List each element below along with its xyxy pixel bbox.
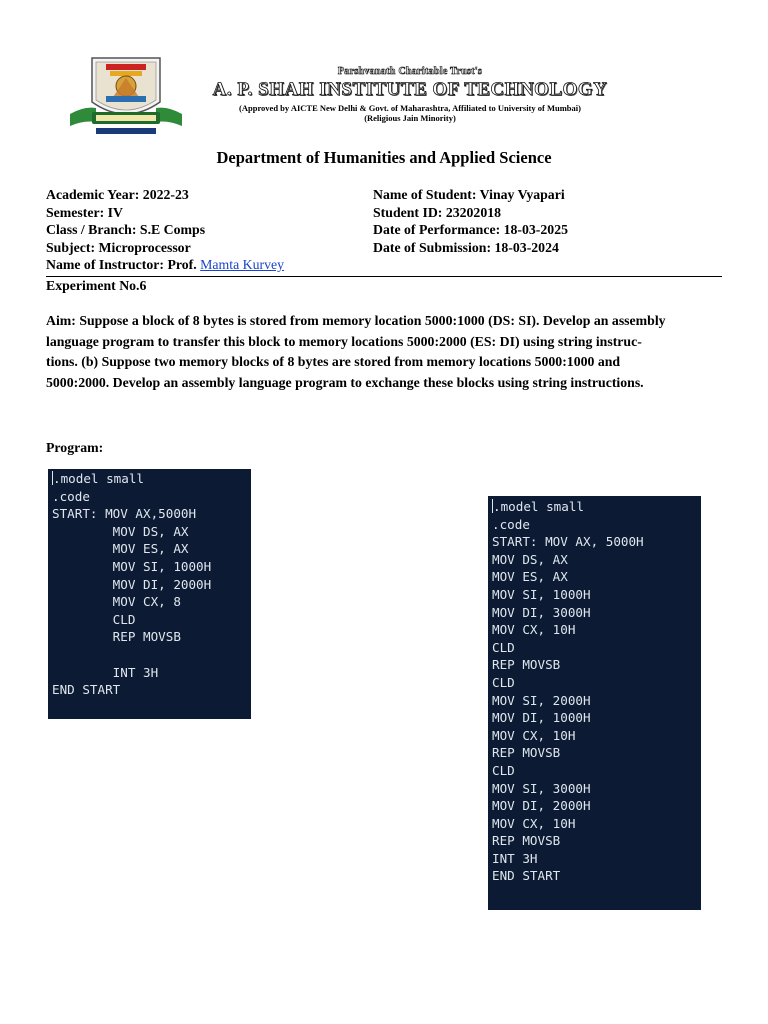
- code-line: MOV DI, 3000H: [492, 604, 591, 620]
- code-line: MOV SI, 1000H: [52, 558, 212, 574]
- code-line: MOV DS, AX: [52, 523, 189, 539]
- code-line: END START: [52, 682, 121, 698]
- code-line: .model small: [493, 499, 584, 514]
- code-line: INT 3H: [52, 664, 159, 680]
- code-line: REP MOVSB: [52, 629, 181, 645]
- code-line: REP MOVSB: [492, 657, 561, 673]
- institute-emblem-icon: [66, 50, 186, 142]
- program-label: Program:: [46, 440, 104, 455]
- text-cursor: [492, 499, 493, 513]
- aim-line: 5000:2000. Develop an assembly language program to exchange these blocks using string instructions.: [46, 374, 644, 390]
- academic-year: Academic Year: 2022-23: [46, 187, 189, 202]
- code-line: CLD: [492, 762, 515, 778]
- code-line: MOV CX, 10H: [492, 727, 576, 743]
- code-line: MOV CX, 10H: [492, 622, 576, 638]
- code-line: CLD: [492, 639, 515, 655]
- code-line: .code: [492, 516, 530, 532]
- code-line: START: MOV AX,5000H: [52, 506, 197, 522]
- code-line: MOV DS, AX: [492, 551, 568, 567]
- code-line: CLD: [492, 674, 515, 690]
- aim-line: Aim: Suppose a block of 8 bytes is stored from memory location 5000:1000 (DS: SI). Develop an assembly: [46, 313, 666, 328]
- code-line: MOV DI, 2000H: [492, 798, 591, 814]
- code-line: END START: [492, 868, 561, 884]
- semester: Semester: IV: [46, 204, 124, 220]
- class-branch: Class / Branch: S.E Comps: [46, 222, 206, 237]
- code-screenshot-1: [48, 469, 251, 719]
- code-screenshot-2: [488, 496, 701, 910]
- aim-text: [46, 311, 726, 393]
- code-line: MOV ES, AX: [492, 569, 568, 585]
- code-line: .model small: [53, 471, 144, 486]
- code-line: REP MOVSB: [492, 833, 561, 849]
- instructor-prefix: Name of Instructor: Prof.: [46, 257, 201, 272]
- code-line: REP MOVSB: [492, 745, 561, 761]
- code-line: MOV SI, 2000H: [492, 692, 591, 708]
- code-line: MOV DI, 2000H: [52, 576, 212, 592]
- code-line: MOV ES, AX: [52, 541, 189, 557]
- text-cursor: [52, 471, 53, 485]
- instructor-link[interactable]: Mamta Kurvey: [200, 257, 285, 272]
- experiment-number: Experiment No.6: [46, 278, 147, 293]
- aim-line: tions. (b) Suppose two memory blocks of 8 bytes are stored from memory locations 5000:1000 and: [46, 354, 621, 369]
- code-line: .code: [52, 488, 90, 504]
- code-line: MOV CX, 8: [52, 594, 181, 610]
- institute-logo: [66, 50, 186, 142]
- institute-name: A. P. SHAH INSTITUTE OF TECHNOLOGY: [212, 79, 608, 100]
- code-line: START: MOV AX, 5000H: [492, 534, 644, 550]
- code-line: MOV DI, 1000H: [492, 710, 591, 726]
- info-left: [46, 186, 284, 274]
- institute-header: [200, 66, 620, 123]
- code-line: MOV SI, 1000H: [492, 586, 591, 602]
- minority-note: (Religious Jain Minority): [364, 113, 456, 123]
- department-title: Department of Humanities and Applied Science: [216, 148, 552, 167]
- performance-date: Date of Performance: 18-03-2025: [373, 222, 568, 237]
- code-line: [52, 646, 251, 664]
- code-line: CLD: [52, 611, 136, 627]
- instructor: [46, 256, 284, 274]
- student-name: Name of Student: Vinay Vyapari: [373, 187, 565, 202]
- code-line: MOV CX, 10H: [492, 815, 576, 831]
- header-divider: [46, 276, 722, 277]
- student-id: Student ID: 23202018: [373, 204, 502, 220]
- code-line: INT 3H: [492, 850, 538, 866]
- submission-date: Date of Submission: 18-03-2024: [373, 239, 559, 255]
- subject: Subject: Microprocessor: [46, 239, 191, 255]
- code-line: MOV SI, 3000H: [492, 780, 591, 796]
- approval-note: (Approved by AICTE New Delhi & Govt. of Maharashtra, Affiliated to University of Mumbai): [239, 103, 581, 113]
- trust-name: Parshvanath Charitable Trust's: [337, 66, 483, 77]
- info-right: [373, 186, 568, 256]
- aim-line: language program to transfer this block to memory locations 5000:2000 (ES: DI) using string instruc-: [46, 333, 642, 349]
